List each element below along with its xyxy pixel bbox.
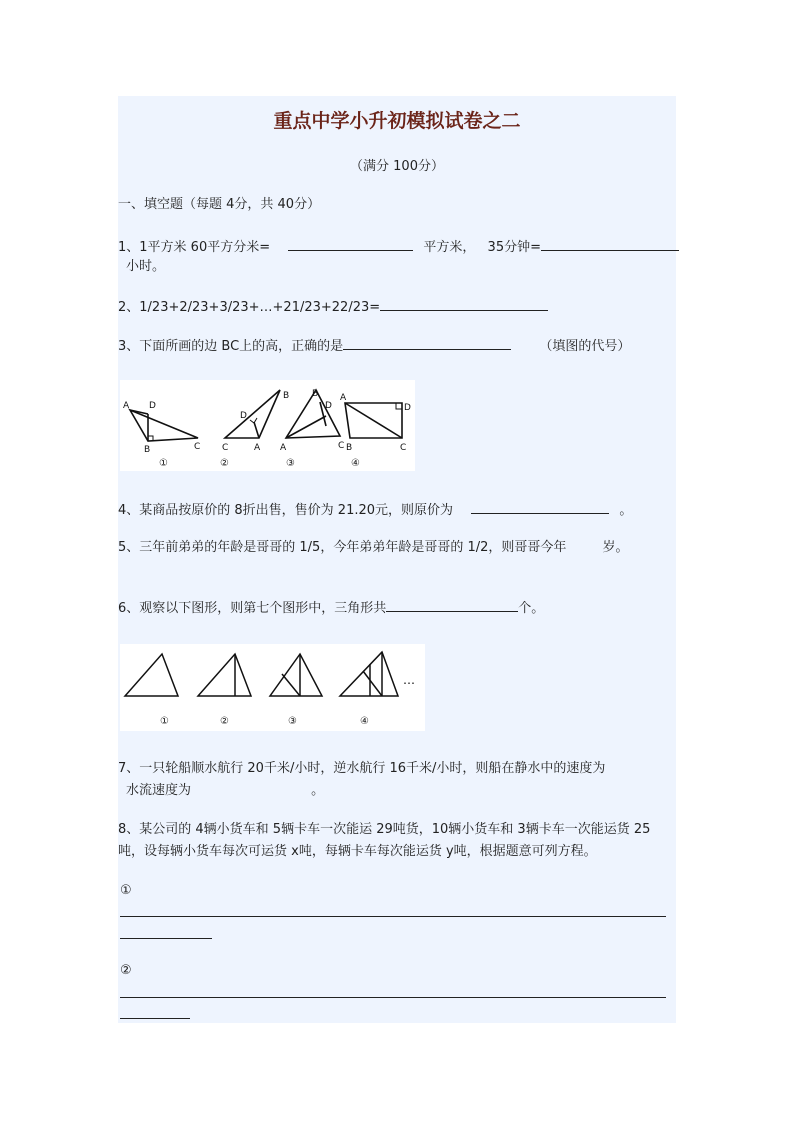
point-label-C: C	[194, 442, 201, 452]
question-1-part-c: 35分钟=	[487, 240, 541, 255]
figure-label-4: ④	[351, 458, 360, 469]
figure-label-1: ①	[159, 458, 168, 469]
point-label-C: C	[222, 443, 229, 453]
point-label-D: D	[149, 401, 156, 411]
answer-blank[interactable]	[541, 237, 679, 251]
figure-label-3: ③	[288, 716, 297, 727]
question-3-hint: （填图的代号）	[539, 339, 631, 354]
point-label-A: A	[280, 443, 287, 453]
question-1-part-a: 1、1平方米 60平方分米=	[118, 240, 271, 255]
question-8-line-2: 吨，设每辆小货车每次可运货 x吨，每辆卡车每次能运货 y吨，根据题意可列方程。	[118, 844, 597, 859]
q6-figure	[120, 644, 425, 731]
figure-label-2: ②	[220, 716, 229, 727]
point-label-B: B	[283, 391, 290, 401]
point-label-C: C	[338, 441, 345, 451]
figure-label-2: ②	[220, 458, 229, 469]
point-label-A: A	[123, 401, 130, 411]
figure-label-1: ①	[160, 716, 169, 727]
point-label-D: D	[325, 401, 332, 411]
equation-mark-1: ①	[120, 883, 132, 898]
answer-blank[interactable]	[343, 336, 511, 350]
answer-line[interactable]	[120, 916, 666, 917]
question-1-part-d: 小时。	[126, 259, 166, 274]
question-6	[118, 598, 544, 618]
point-label-C: C	[400, 443, 407, 453]
point-label-B: B	[312, 389, 319, 399]
question-4	[118, 500, 632, 520]
answer-blank[interactable]	[380, 297, 548, 311]
subtitle: （满分 100分）	[350, 159, 444, 174]
question-3	[118, 336, 630, 356]
point-label-B: B	[144, 445, 151, 455]
question-8: 8、某公司的 4辆小货车和 5辆卡车一次能运 29吨货，10辆小货车和 3辆卡车一次能运货 25	[118, 822, 651, 837]
question-4-text: 4、某商品按原价的 8折出售，售价为 21.20元，则原价为	[118, 503, 454, 518]
section-heading: 一、填空题（每题 4分，共 40分）	[118, 197, 321, 212]
question-1-part-b: 平方米，	[423, 240, 476, 255]
figure-label-3: ③	[286, 458, 295, 469]
answer-blank[interactable]	[288, 237, 413, 251]
point-label-D: D	[240, 411, 247, 421]
question-5	[118, 539, 629, 557]
question-2	[118, 297, 548, 317]
point-label-A: A	[340, 393, 347, 403]
question-1	[118, 237, 679, 257]
ellipsis: …	[403, 673, 415, 687]
question-6-text: 6、观察以下图形，则第七个图形中，三角形共	[118, 601, 387, 616]
answer-line[interactable]	[120, 938, 212, 939]
exam-sheet	[118, 96, 676, 1023]
point-label-B: B	[346, 443, 353, 453]
answer-blank[interactable]	[386, 598, 518, 612]
question-7-line-2	[126, 782, 324, 800]
question-6-end: 个。	[518, 601, 545, 616]
question-7-end: 。	[311, 783, 325, 798]
question-5-end: 岁。	[602, 540, 629, 555]
point-label-D: D	[404, 403, 411, 413]
question-7-part-b: 水流速度为	[126, 783, 192, 798]
q3-figure	[120, 380, 415, 471]
equation-mark-2: ②	[120, 963, 132, 978]
answer-blank[interactable]	[471, 500, 609, 514]
question-4-end: 。	[619, 503, 633, 518]
question-5-text: 5、三年前弟弟的年龄是哥哥的 1/5，今年弟弟年龄是哥哥的 1/2，则哥哥今年	[118, 540, 567, 555]
answer-line[interactable]	[120, 997, 666, 998]
figure-label-4: ④	[360, 716, 369, 727]
question-2-text: 2、1/23+2/23+3/23+…+21/23+22/23=	[118, 300, 381, 315]
altitude-diagram	[120, 380, 415, 471]
point-label-A: A	[254, 443, 261, 453]
question-3-text: 3、下面所画的边 BC上的高，正确的是	[118, 339, 344, 354]
question-7: 7、一只轮船顺水航行 20千米/小时，逆水航行 16千米/小时，则船在静水中的速度为	[118, 761, 606, 776]
triangle-sequence-diagram	[120, 644, 425, 731]
answer-line[interactable]	[120, 1018, 190, 1019]
page-title: 重点中学小升初模拟试卷之二	[273, 110, 521, 132]
